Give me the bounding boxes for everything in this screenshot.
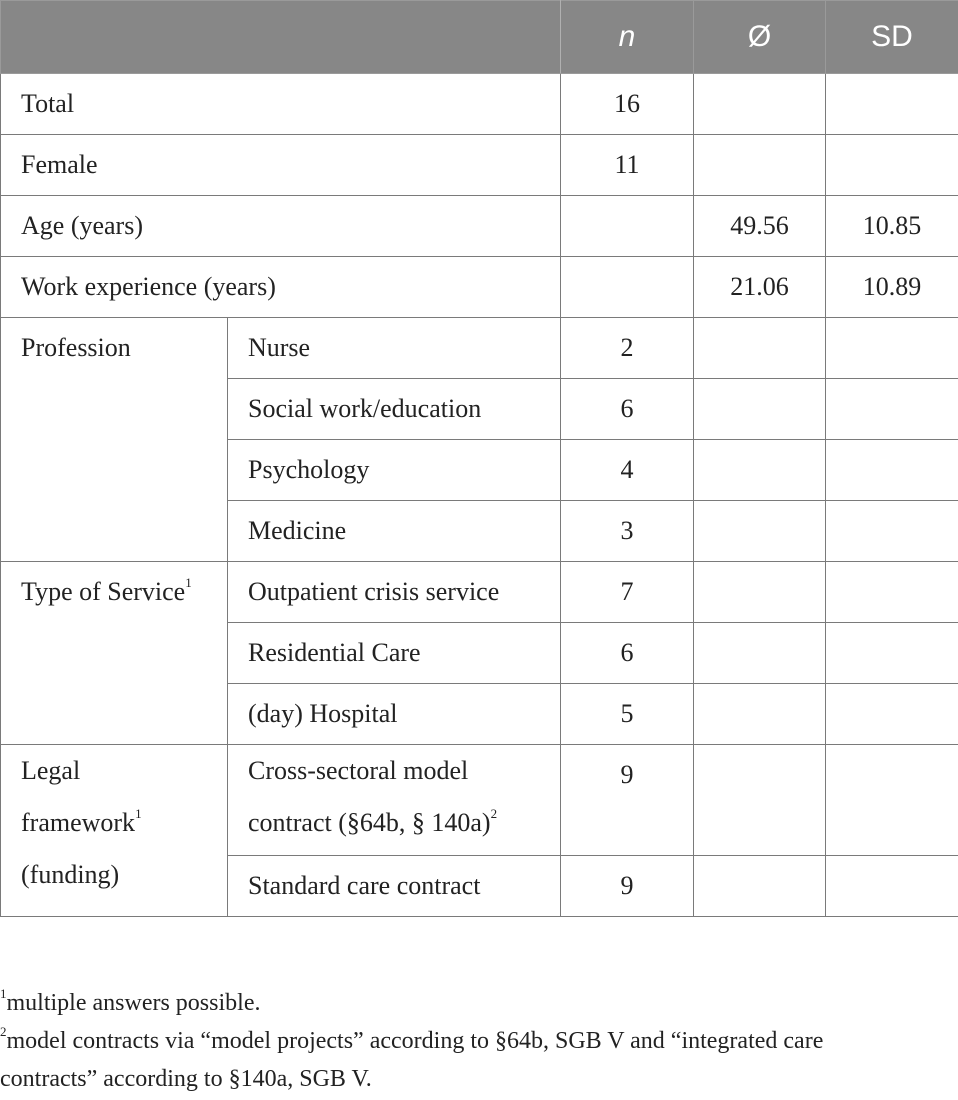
cell-n: 9 xyxy=(561,745,694,856)
model-line2: contract (§64b, § 140a) xyxy=(248,808,491,837)
cell-sd xyxy=(826,623,958,684)
cell-n: 9 xyxy=(561,856,694,917)
sub-label: Standard care contract xyxy=(228,856,561,917)
header-sd: SD xyxy=(826,1,958,74)
cell-sd xyxy=(826,684,958,745)
footnote-2 xyxy=(0,1022,958,1098)
group-label-service xyxy=(1,562,228,745)
cell-mean xyxy=(694,856,826,917)
sub-label: Outpatient crisis service xyxy=(228,562,561,623)
sub-label: Medicine xyxy=(228,501,561,562)
legal-line2: framework xyxy=(21,808,136,837)
row-label: Total xyxy=(1,74,561,135)
footnotes xyxy=(0,984,958,1098)
cell-n xyxy=(561,196,694,257)
cell-mean: 21.06 xyxy=(694,257,826,318)
row-label: Female xyxy=(1,135,561,196)
header-mean: Ø xyxy=(694,1,826,74)
footnote-text-cont: contracts” according to §140a, SGB V. xyxy=(0,1066,372,1092)
cell-sd xyxy=(826,562,958,623)
sub-label: Social work/education xyxy=(228,379,561,440)
footnote-text: model contracts via “model projects” according to §64b, SGB V and “integrated care xyxy=(6,1028,824,1054)
cell-n: 4 xyxy=(561,440,694,501)
cell-n: 7 xyxy=(561,562,694,623)
footnote-ref: 1 xyxy=(135,806,142,822)
group-label-legal xyxy=(1,745,228,917)
cell-mean xyxy=(694,684,826,745)
header-blank-cell xyxy=(1,1,561,74)
cell-mean xyxy=(694,379,826,440)
table-row-profession-nurse xyxy=(1,318,958,379)
cell-sd xyxy=(826,856,958,917)
sub-label: Psychology xyxy=(228,440,561,501)
footnote-mark: 1 xyxy=(0,986,7,1001)
sub-label: Nurse xyxy=(228,318,561,379)
sub-label: Residential Care xyxy=(228,623,561,684)
group-label-service-text: Type of Service xyxy=(21,577,186,606)
cell-sd: 10.85 xyxy=(826,196,958,257)
table-row-experience xyxy=(1,257,958,318)
cell-sd xyxy=(826,318,958,379)
footnote-text: multiple answers possible. xyxy=(6,990,261,1016)
table-row-service-outpatient xyxy=(1,562,958,623)
cell-mean xyxy=(694,135,826,196)
cell-n: 3 xyxy=(561,501,694,562)
footnote-ref: 1 xyxy=(185,575,192,591)
footnote-1 xyxy=(0,984,958,1022)
row-label: Work experience (years) xyxy=(1,257,561,318)
cell-mean xyxy=(694,562,826,623)
cell-sd xyxy=(826,745,958,856)
cell-sd: 10.89 xyxy=(826,257,958,318)
cell-n xyxy=(561,257,694,318)
cell-n: 5 xyxy=(561,684,694,745)
cell-n: 11 xyxy=(561,135,694,196)
cell-n: 16 xyxy=(561,74,694,135)
cell-mean xyxy=(694,440,826,501)
cell-sd xyxy=(826,440,958,501)
legal-line1: Legal xyxy=(21,756,81,785)
cell-n: 6 xyxy=(561,379,694,440)
row-label: Age (years) xyxy=(1,196,561,257)
cell-mean xyxy=(694,745,826,856)
cell-sd xyxy=(826,501,958,562)
cell-n: 6 xyxy=(561,623,694,684)
cell-mean xyxy=(694,623,826,684)
table-row-legal-model xyxy=(1,745,958,856)
cell-mean: 49.56 xyxy=(694,196,826,257)
sub-label: (day) Hospital xyxy=(228,684,561,745)
cell-n: 2 xyxy=(561,318,694,379)
cell-sd xyxy=(826,135,958,196)
model-line1: Cross-sectoral model xyxy=(248,756,469,785)
table-row-total xyxy=(1,74,958,135)
header-row xyxy=(1,1,958,74)
header-n: n xyxy=(561,1,694,74)
legal-line3: (funding) xyxy=(21,860,120,889)
cell-mean xyxy=(694,318,826,379)
cell-sd xyxy=(826,379,958,440)
sub-label xyxy=(228,745,561,856)
group-label-profession: Profession xyxy=(1,318,228,562)
table-row-female xyxy=(1,135,958,196)
footnote-mark: 2 xyxy=(0,1024,7,1039)
footnote-ref: 2 xyxy=(490,806,498,822)
cell-mean xyxy=(694,501,826,562)
cell-sd xyxy=(826,74,958,135)
cell-mean xyxy=(694,74,826,135)
table-row-age xyxy=(1,196,958,257)
